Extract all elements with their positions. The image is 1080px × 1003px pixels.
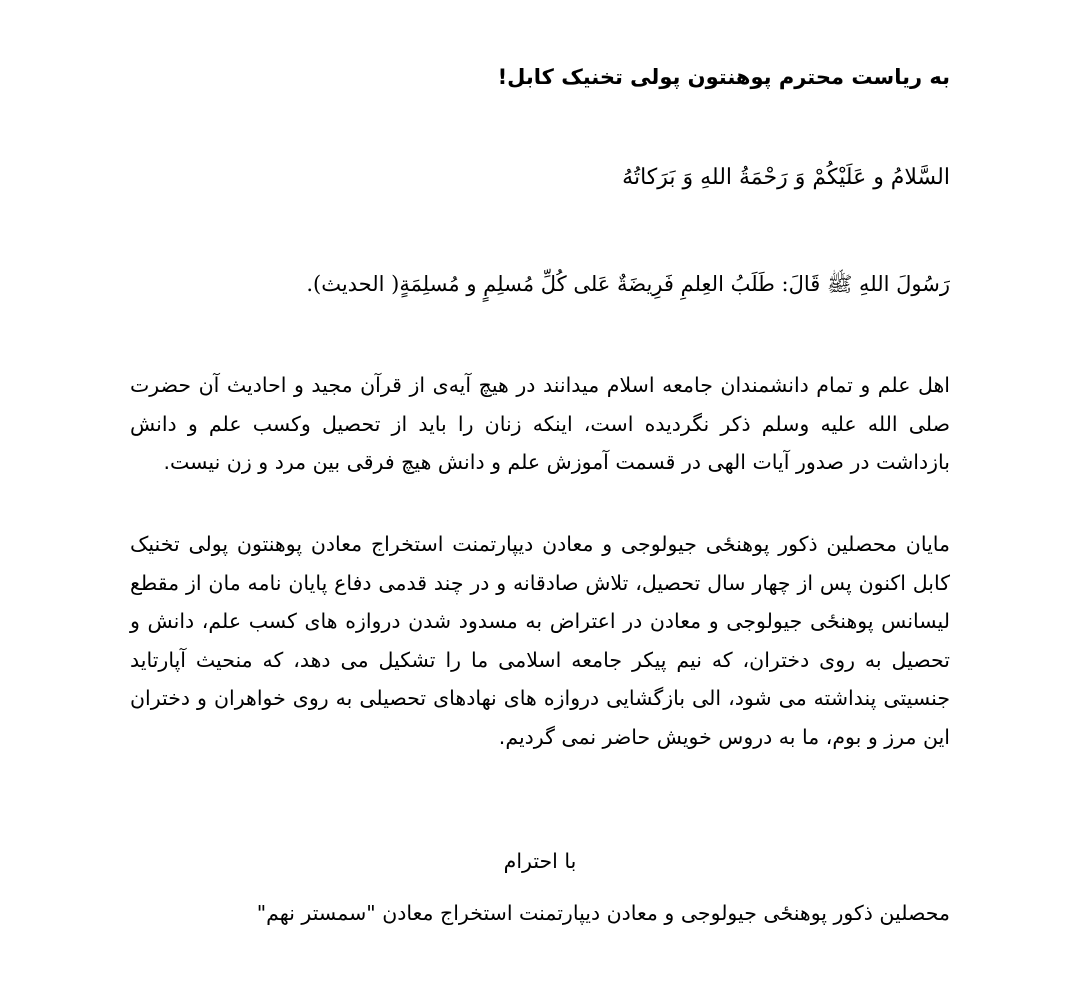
signature-line: محصلین ذکور پوهنځی جیولوجی و معادن دیپارتمنت استخراج معادن "سمستر نهم" [256,901,950,925]
closing-salutation: با احترام [503,849,577,873]
greeting-line: السَّلامُ و عَلَيْكُمْ وَ رَحْمَةُ اللهِ وَ بَرَكاتُهُ [622,165,950,190]
body-paragraph-1: اهل علم و تمام دانشمندان جامعه اسلام میدانند در هیچ آیه‌ی از قرآن مجید و احادیث آن حضرت صلی الله علیه وسلم ذکر نگردیده است، اینکه زنان را باید از تحصیل وکسب علم و دانش بازداشت در صدور آیات الهی در قسمت آموزش علم و دانش هیچ فرقی بین مرد و زن نیست. [130,373,950,474]
body-paragraph-2: مایان محصلین ذکور پوهنځی جیولوجی و معادن دیپارتمنت استخراج معادن پوهنتون پولی تخنیک کابل اکنون پس از چهار سال تحصیل، تلاش صادقانه و در چند قدمی دفاع پایان نامه مان از مقطع لیسانس پوهنځی جیولوجی و معادن در اعتراض به مسدود شدن دروازه های کسب علم، دانش و تحصیل به روی دختران، که نیم پیکر جامعه اسلامی ما را تشکیل می دهد، که منحیث آپارتاید جنسیتی پنداشته می شود، الی بازگشایی دروازه های نهادهای تحصیلی به روی خواهران و دختران این مرز و بوم، ما به دروس خویش حاضر نمی گردیم. [130,532,950,749]
letter-title: به ریاست محترم پوهنتون پولی تخنیک کابل! [497,65,950,89]
hadith-quote: رَسُولَ اللهِ ﷺ قَالَ: طَلَبُ العِلمِ فَرِيضَةٌ عَلی كُلِّ مُسلِمٍ و مُسلِمَةٍ( الحديث). [306,272,950,296]
